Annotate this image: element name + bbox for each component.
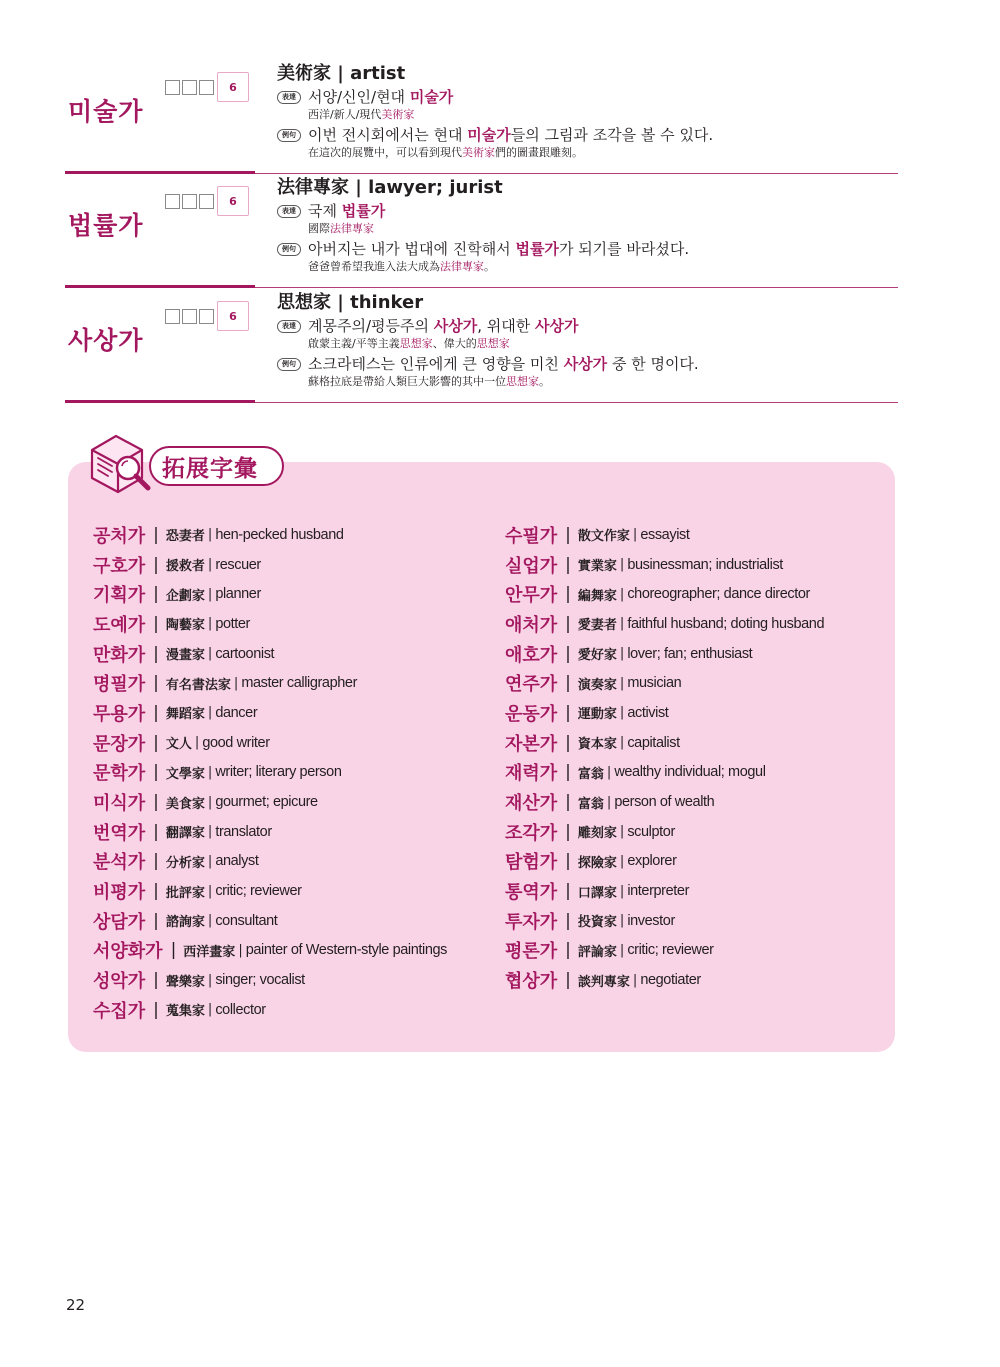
vocab-chinese: 富翁 <box>577 766 604 782</box>
vocab-english: planner <box>215 586 261 603</box>
vocab-english: hen-pecked husband <box>215 526 344 543</box>
expression-tag: 表達 <box>277 320 301 333</box>
review-checkboxes <box>165 80 214 95</box>
vocab-item <box>505 520 824 550</box>
expression-line <box>277 316 898 336</box>
vocab-english: interpreter <box>627 883 689 900</box>
entry-content <box>277 62 898 160</box>
vocab-separator: | <box>619 913 625 929</box>
vocab-chinese: 口譯家 <box>577 885 617 901</box>
vocab-korean: 애처가 <box>505 614 558 636</box>
vocab-separator: | <box>565 881 571 902</box>
vocab-english: negotiater <box>640 972 701 989</box>
review-checkboxes <box>165 194 214 209</box>
vocab-english: choreographer; dance director <box>627 586 810 603</box>
vocab-separator: | <box>565 613 571 634</box>
vocab-korean: 상담가 <box>93 911 146 933</box>
vocab-chinese: 文人 <box>165 737 192 753</box>
headword-en: lawyer; jurist <box>368 177 503 198</box>
vocab-english: lover; fan; enthusiast <box>627 645 753 662</box>
vocab-item <box>93 639 447 669</box>
vocab-separator: | <box>619 675 625 691</box>
vocab-separator: | <box>207 646 213 662</box>
vocab-english: translator <box>215 823 272 840</box>
vocab-separator: | <box>619 646 625 662</box>
vocab-english: master calligrapher <box>241 675 358 692</box>
vocab-separator: | <box>153 732 159 753</box>
vocab-chinese: 資本家 <box>577 737 617 753</box>
expansion-heading <box>84 428 284 498</box>
book-magnifier-icon <box>84 428 156 500</box>
vocab-english: potter <box>215 615 250 632</box>
expression-line <box>277 87 898 107</box>
expression-zh: 國際法律專家 <box>308 222 374 235</box>
vocab-separator: | <box>153 999 159 1020</box>
checkbox-icon[interactable] <box>165 194 180 209</box>
vocab-chinese: 西洋畫家 <box>183 944 236 960</box>
vocab-english: wealthy individual; mogul <box>614 764 766 781</box>
example-ko: 이번 전시회에서는 현대 미술가들의 그림과 조각을 볼 수 있다. <box>308 126 714 144</box>
vocab-separator: | <box>565 762 571 783</box>
vocab-chinese: 演奏家 <box>577 677 617 693</box>
vocab-chinese: 有名書法家 <box>165 677 231 693</box>
vocab-separator: | <box>153 821 159 842</box>
vocab-item <box>505 817 824 847</box>
vocab-item <box>93 668 447 698</box>
example-zh: 爸爸曾希望我進入法大成為法律專家。 <box>308 260 495 273</box>
checkbox-icon[interactable] <box>182 80 197 95</box>
expression-tag: 表達 <box>277 91 301 104</box>
vocab-separator: | <box>619 586 625 602</box>
vocab-korean: 만화가 <box>93 644 146 666</box>
vocab-separator: | <box>153 792 159 813</box>
vocab-chinese: 恐妻者 <box>165 529 205 545</box>
vocab-chinese: 雕刻家 <box>577 826 617 842</box>
vocab-separator: | <box>565 970 571 991</box>
vocab-separator: | <box>153 970 159 991</box>
vocab-chinese: 陶藝家 <box>165 618 205 634</box>
vocab-chinese: 企劃家 <box>165 588 205 604</box>
vocab-separator: | <box>207 853 213 869</box>
vocab-item <box>93 550 447 580</box>
vocab-item <box>505 876 824 906</box>
vocab-english: critic; reviewer <box>627 942 714 959</box>
vocab-separator: | <box>619 557 625 573</box>
vocab-item <box>93 758 447 788</box>
vocab-separator: | <box>619 824 625 840</box>
vocab-item <box>505 965 824 995</box>
vocab-separator: | <box>153 702 159 723</box>
review-checkboxes <box>165 309 214 324</box>
vocab-korean: 성악가 <box>93 971 146 993</box>
vocab-english: musician <box>627 675 682 692</box>
vocab-separator: | <box>207 1002 213 1018</box>
vocab-column-left <box>93 520 447 1025</box>
headword-en: artist <box>350 63 406 84</box>
vocab-item <box>93 817 447 847</box>
vocab-chinese: 談判專家 <box>577 974 630 990</box>
vocab-korean: 평론가 <box>505 941 558 963</box>
expression-zh: 啟蒙主義/平等主義思想家、偉大的思想家 <box>308 337 510 350</box>
vocab-separator: | <box>153 762 159 783</box>
vocab-item <box>505 758 824 788</box>
vocab-english: consultant <box>215 912 278 929</box>
expression-ko: 서양/신인/현대 미술가 <box>308 88 454 106</box>
vocab-separator: | <box>632 527 638 543</box>
vocab-item <box>93 520 447 550</box>
vocab-separator: | <box>153 613 159 634</box>
expression-line <box>277 201 898 221</box>
vocab-chinese: 分析家 <box>165 855 205 871</box>
vocab-korean: 명필가 <box>93 674 146 696</box>
level-badge: 6 <box>217 301 249 331</box>
vocab-separator: | <box>632 972 638 988</box>
vocab-item <box>93 698 447 728</box>
vocab-korean: 연주가 <box>505 674 558 696</box>
vocab-korean: 문학가 <box>93 763 146 785</box>
vocab-separator: | <box>207 616 213 632</box>
vocab-english: sculptor <box>627 823 675 840</box>
vocab-item <box>93 728 447 758</box>
vocab-korean: 통역가 <box>505 882 558 904</box>
vocab-korean: 비평가 <box>93 882 146 904</box>
example-line <box>277 354 898 374</box>
vocab-english: capitalist <box>627 734 680 751</box>
example-tag: 例句 <box>277 358 301 371</box>
vocab-chinese: 編舞家 <box>577 588 617 604</box>
vocab-separator: | <box>207 764 213 780</box>
example-tag: 例句 <box>277 129 301 142</box>
checkbox-icon[interactable] <box>165 80 180 95</box>
vocab-chinese: 文學家 <box>165 766 205 782</box>
vocab-chinese: 漫畫家 <box>165 648 205 664</box>
checkbox-icon[interactable] <box>199 194 214 209</box>
vocab-separator: | <box>207 972 213 988</box>
vocab-item <box>505 936 824 966</box>
vocab-korean: 자본가 <box>505 733 558 755</box>
vocab-column-right <box>505 520 824 995</box>
vocab-korean: 도예가 <box>93 614 146 636</box>
checkbox-icon[interactable] <box>165 309 180 324</box>
example-zh: 在這次的展覽中，可以看到現代美術家們的圖畫跟雕刻。 <box>308 146 583 159</box>
vocab-english: investor <box>627 912 675 929</box>
vocab-english: critic; reviewer <box>215 883 302 900</box>
checkbox-icon[interactable] <box>199 80 214 95</box>
vocab-item <box>505 639 824 669</box>
vocab-item <box>505 728 824 758</box>
vocab-chinese: 愛好家 <box>577 648 617 664</box>
vocab-korean: 수필가 <box>505 525 558 547</box>
vocab-separator: | <box>207 557 213 573</box>
vocab-separator: | <box>565 821 571 842</box>
vocab-separator: | <box>153 851 159 872</box>
vocab-separator: | <box>153 673 159 694</box>
vocab-item <box>93 995 447 1025</box>
vocab-korean: 문장가 <box>93 733 146 755</box>
entry-beomryulga <box>65 174 898 288</box>
vocab-item <box>93 847 447 877</box>
vocab-separator: | <box>207 883 213 899</box>
vocab-separator: | <box>207 586 213 602</box>
vocab-separator: | <box>207 824 213 840</box>
vocab-separator: | <box>619 735 625 751</box>
vocab-separator: | <box>565 584 571 605</box>
expression-ko: 계몽주의/평등주의 사상가, 위대한 사상가 <box>308 317 579 335</box>
level-badge: 6 <box>217 72 249 102</box>
vocab-korean: 수집가 <box>93 1000 146 1022</box>
vocab-separator: | <box>153 881 159 902</box>
expression-tag: 表達 <box>277 205 301 218</box>
vocab-korean: 협상가 <box>505 971 558 993</box>
example-ko: 소크라테스는 인류에게 큰 영향을 미친 사상가 중 한 명이다. <box>308 355 699 373</box>
checkbox-icon[interactable] <box>182 309 197 324</box>
vocab-korean: 서양화가 <box>93 941 163 963</box>
example-line <box>277 125 898 145</box>
checkbox-icon[interactable] <box>199 309 214 324</box>
vocab-separator: | <box>153 524 159 545</box>
vocab-separator: | <box>619 705 625 721</box>
vocab-english: activist <box>627 704 669 721</box>
vocab-korean: 구호가 <box>93 555 146 577</box>
vocab-korean: 안무가 <box>505 585 558 607</box>
example-ko: 아버지는 내가 법대에 진학해서 법률가가 되기를 바라셨다. <box>308 240 690 258</box>
vocab-separator: | <box>153 643 159 664</box>
divider-thick <box>65 285 255 288</box>
vocab-english: essayist <box>640 526 690 543</box>
vocab-chinese: 美食家 <box>165 796 205 812</box>
checkbox-icon[interactable] <box>182 194 197 209</box>
vocab-english: rescuer <box>215 556 261 573</box>
vocab-chinese: 聲樂家 <box>165 974 205 990</box>
example-line <box>277 239 898 259</box>
vocab-separator: | <box>619 883 625 899</box>
vocab-english: analyst <box>215 853 259 870</box>
vocab-chinese: 蒐集家 <box>165 1004 205 1020</box>
vocab-english: painter of Western-style paintings <box>245 942 448 959</box>
vocab-chinese: 諮詢家 <box>165 915 205 931</box>
vocab-english: collector <box>215 1001 266 1018</box>
vocab-separator: | <box>565 940 571 961</box>
vocab-separator: | <box>207 527 213 543</box>
vocab-chinese: 舞蹈家 <box>165 707 205 723</box>
vocab-korean: 투자가 <box>505 911 558 933</box>
entry-word: 법률가 <box>68 211 144 240</box>
vocab-separator: | <box>170 940 177 961</box>
expression-ko: 국제 법률가 <box>308 202 386 220</box>
vocab-separator: | <box>153 554 159 575</box>
vocab-english: dancer <box>215 704 258 721</box>
vocab-chinese: 運動家 <box>577 707 617 723</box>
headword: 美術家 | artist <box>277 63 406 84</box>
vocab-korean: 번역가 <box>93 822 146 844</box>
example-tag: 例句 <box>277 243 301 256</box>
vocab-english: businessman; industrialist <box>627 556 783 573</box>
vocab-separator: | <box>153 910 159 931</box>
headword-en: thinker <box>350 292 424 313</box>
vocab-korean: 미식가 <box>93 793 146 815</box>
vocab-english: gourmet; epicure <box>215 794 318 811</box>
vocab-item <box>93 876 447 906</box>
vocab-english: explorer <box>627 853 677 870</box>
vocab-separator: | <box>565 702 571 723</box>
vocab-chinese: 批評家 <box>165 885 205 901</box>
vocab-separator: | <box>565 792 571 813</box>
vocab-korean: 공처가 <box>93 525 146 547</box>
vocab-english: writer; literary person <box>215 764 342 781</box>
entry-sasangga <box>65 289 898 403</box>
vocab-chinese: 散文作家 <box>577 529 630 545</box>
level-badge: 6 <box>217 186 249 216</box>
vocab-separator: | <box>565 910 571 931</box>
vocab-english: person of wealth <box>614 794 715 811</box>
vocab-item <box>93 965 447 995</box>
vocab-korean: 재산가 <box>505 793 558 815</box>
vocab-separator: | <box>619 942 625 958</box>
vocab-separator: | <box>619 853 625 869</box>
vocab-item <box>505 579 824 609</box>
page-number: 22 <box>66 1296 86 1314</box>
vocab-chinese: 投資家 <box>577 915 617 931</box>
vocab-separator: | <box>619 616 625 632</box>
vocab-item <box>505 550 824 580</box>
vocab-english: singer; vocalist <box>215 972 305 989</box>
vocab-separator: | <box>565 554 571 575</box>
entry-misulga <box>65 60 898 174</box>
divider-thin <box>255 402 898 403</box>
vocab-separator: | <box>207 705 213 721</box>
vocab-separator: | <box>565 643 571 664</box>
vocab-chinese: 愛妻者 <box>577 618 617 634</box>
headword: 法律專家 | lawyer; jurist <box>277 177 503 198</box>
vocab-item <box>93 579 447 609</box>
vocab-separator: | <box>565 524 571 545</box>
divider-thick <box>65 400 255 403</box>
entry-word: 사상가 <box>68 326 144 355</box>
vocab-separator: | <box>565 732 571 753</box>
vocab-english: faithful husband; doting husband <box>627 615 825 632</box>
vocab-separator: | <box>207 794 213 810</box>
vocab-item <box>505 698 824 728</box>
vocab-chinese: 實業家 <box>577 559 617 575</box>
headword-zh: 思想家 <box>277 292 331 313</box>
vocab-item <box>505 609 824 639</box>
vocab-korean: 탐험가 <box>505 852 558 874</box>
headword-zh: 美術家 <box>277 63 331 84</box>
vocab-item <box>505 668 824 698</box>
headword: 思想家 | thinker <box>277 292 424 313</box>
vocab-item <box>93 609 447 639</box>
vocab-korean: 분석가 <box>93 852 146 874</box>
vocab-english: good writer <box>202 734 270 751</box>
vocab-separator: | <box>565 851 571 872</box>
vocab-separator: | <box>153 584 159 605</box>
vocab-separator: | <box>233 675 239 691</box>
vocab-korean: 기획가 <box>93 585 146 607</box>
expression-zh: 西洋/新人/現代美術家 <box>308 108 415 121</box>
vocab-separator: | <box>207 913 213 929</box>
headword-zh: 法律專家 <box>277 177 349 198</box>
vocab-separator: | <box>238 942 243 958</box>
vocab-item <box>505 906 824 936</box>
expansion-title: 拓展字彙 <box>162 456 258 482</box>
vocab-korean: 운동가 <box>505 703 558 725</box>
vocab-separator: | <box>606 794 612 810</box>
vocab-separator: | <box>565 673 571 694</box>
entry-content <box>277 291 898 389</box>
vocab-item <box>93 787 447 817</box>
divider-thin <box>255 287 898 288</box>
entry-content <box>277 176 898 274</box>
example-zh: 蘇格拉底是帶給人類巨大影響的其中一位思想家。 <box>308 375 550 388</box>
vocab-separator: | <box>194 735 200 751</box>
vocab-item <box>93 936 447 966</box>
vocab-korean: 재력가 <box>505 763 558 785</box>
vocab-chinese: 評論家 <box>577 944 617 960</box>
vocab-korean: 조각가 <box>505 822 558 844</box>
vocab-item <box>505 787 824 817</box>
vocab-chinese: 援救者 <box>165 559 205 575</box>
vocab-item <box>93 906 447 936</box>
vocab-chinese: 翻譯家 <box>165 826 205 842</box>
vocab-item <box>505 847 824 877</box>
vocab-korean: 실업가 <box>505 555 558 577</box>
vocab-chinese: 探險家 <box>577 855 617 871</box>
vocab-chinese: 富翁 <box>577 796 604 812</box>
vocab-english: cartoonist <box>215 645 275 662</box>
entry-word: 미술가 <box>68 97 144 126</box>
vocab-separator: | <box>606 764 612 780</box>
vocab-korean: 무용가 <box>93 703 146 725</box>
vocab-korean: 애호가 <box>505 644 558 666</box>
